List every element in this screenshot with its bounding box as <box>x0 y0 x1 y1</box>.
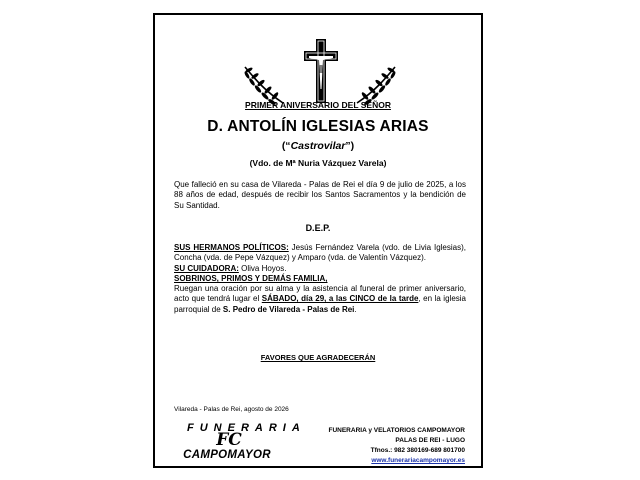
carer-label: SU CUIDADORA: <box>174 263 239 273</box>
contact-block <box>285 426 465 466</box>
family-paragraph <box>174 274 466 284</box>
logo-monogram: FC <box>216 430 242 450</box>
invite-text-2: , en la iglesia parroquial de <box>174 294 466 314</box>
deceased-name: D. ANTOLÍN IGLESIAS ARIAS <box>207 118 429 135</box>
logo-bottom-text: CAMPOMAYOR <box>183 449 271 461</box>
obituary-card <box>153 13 483 468</box>
company-phones: Tfnos.: 982 380169-689 801700 <box>370 447 465 454</box>
invite-church: S. Pedro de Vilareda - Palas de Rei <box>222 304 355 314</box>
family-label: SOBRINOS, PRIMOS Y DEMÁS FAMILIA, <box>174 273 328 283</box>
alias-open: (“ <box>281 140 291 152</box>
alias-close: ”) <box>345 140 355 152</box>
carer-paragraph <box>174 264 466 274</box>
invite-text-1: Ruegan una oración por su alma y la asistencia al funeral de primer aniversario, acto que tendrá lugar el <box>174 284 466 304</box>
website-link[interactable]: www.funerariacampomayor.es <box>371 457 465 464</box>
place-date: Vilareda - Palas de Rei, agosto de 2026 <box>174 406 289 413</box>
invite-text-3: . <box>354 304 357 314</box>
siblings-paragraph <box>174 243 466 264</box>
siblings-label: SUS HERMANOS POLÍTICOS: <box>174 243 289 252</box>
family-block <box>174 243 466 315</box>
deceased-alias <box>155 140 481 152</box>
invite-paragraph <box>174 284 466 315</box>
funeral-home-logo <box>173 422 306 464</box>
invite-date: SÁBADO, día 29, a las CINCO de la tarde <box>261 294 419 304</box>
dep-text: D.E.P. <box>305 223 331 233</box>
siblings-text: Jesús Fernández Varela (vdo. de Livia Iglesias), Concha (vda. de Pepe Vázquez) y Amparo (vda. de Valentín Vázquez). <box>174 243 466 263</box>
logo-top-text: FUNERARIA <box>187 422 306 434</box>
death-paragraph: Que falleció en su casa de Vilareda - Palas de Rei el día 9 de julio de 2025, a los 88 años de edad, después de recibir los Santos Sacramentos y la bendición de Su Santidad. <box>174 180 466 210</box>
company-location: PALAS DE REI - LUGO <box>395 437 465 444</box>
anniversary-heading: PRIMER ANIVERSARIO DEL SEÑOR <box>245 100 391 110</box>
company-name: FUNERARIA y VELATORIOS CAMPOMAYOR <box>328 427 465 434</box>
carer-text: Oliva Hoyos. <box>238 263 287 273</box>
thanks-line: FAVORES QUE AGRADECERÁN <box>260 353 376 362</box>
crucifix-icon <box>304 39 338 103</box>
widower-of: (Vdo. de Mª Nuria Vázquez Varela) <box>249 158 387 168</box>
alias-text: Castrovilar <box>290 140 346 152</box>
